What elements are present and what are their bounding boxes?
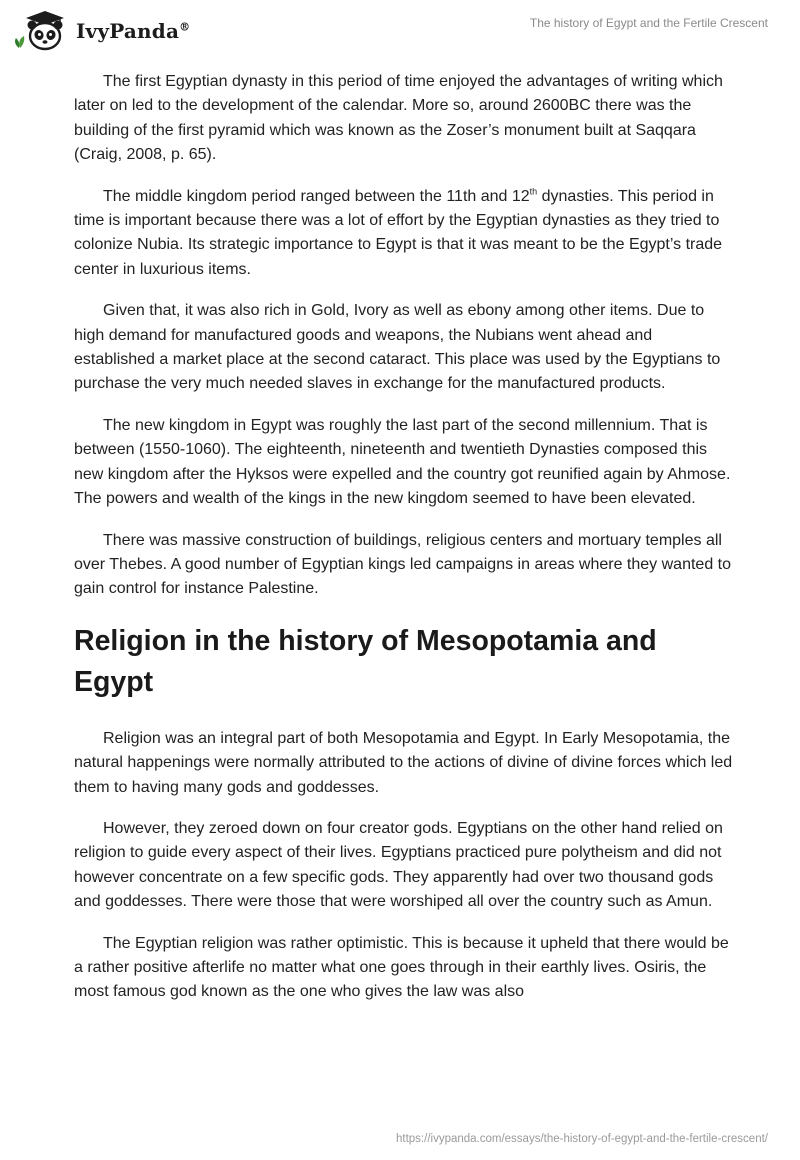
paragraph: The new kingdom in Egypt was roughly the last part of the second millennium. That is between (1550-1060). The eighteenth, nineteenth and twentieth Dynasties composed this new kingdom after the Hyksos were expelled and the country got reunified again by Ahmose. The powers and wealth of the kings in the new kingdom seemed to have been elevated. [74,416,731,508]
paragraph-middle-kingdom: The middle kingdom period ranged between the 11th and 12th dynasties. This period in time is important because there was a lot of effort by the Egyptian dynasties as they tried to colonize Nubia. Its strategic importance to Egypt is that it was meant to be the Egypt’s trade center in luxurious items. [74,186,723,278]
document-title: The history of Egypt and the Fertile Crescent [529,16,768,30]
page-header [0,0,800,60]
essay-body [74,70,734,1022]
paragraph: Religion was an integral part of both Mesopotamia and Egypt. In Early Mesopotamia, the natural happenings were normally attributed to the actions of divine of divine forces which led them to having many gods and goddesses. [74,729,733,796]
source-url[interactable]: https://ivypanda.com/essays/the-history-of-egypt-and-the-fertile-crescent/ [396,1133,768,1145]
paragraph: The Egyptian religion was rather optimistic. This is because it upheld that there would be a rather positive afterlife no matter what one goes through in their earthly lives. Osiris, the most famous god known as the one who gives the law was also [74,934,729,1001]
section-heading: Religion in the history of Mesopotamia and Egypt [74,624,657,698]
panda-logo-icon [14,8,70,54]
paragraph: However, they zeroed down on four creator gods. Egyptians on the other hand relied on religion to guide every aspect of their lives. Egyptians practiced pure polytheism and did not however concentrate on a few specific gods. They apparently had over two thousand gods and goddesses. There were those that were worshiped all over the country such as Amun. [74,819,723,911]
paragraph: There was massive construction of buildings, religious centers and mortuary temples all over Thebes. A good number of Egyptian kings led campaigns in areas where they wanted to gain control for instance Palestine. [74,531,731,598]
paragraph: Given that, it was also rich in Gold, Ivory as well as ebony among other items. Due to high demand for manufactured goods and weapons, the Nubians went ahead and established a market place at the second cataract. This place was used by the Egyptians to purchase the very much needed slaves in exchange for the manufactured products. [74,302,721,393]
paragraph: The first Egyptian dynasty in this period of time enjoyed the advantages of writing which later on led to the development of the calendar. More so, around 2600BC there was the building of the first pyramid which was known as the Zoser’s monument built at Saqqara (Craig, 2008, p. 65). [74,73,723,164]
ivypanda-logo[interactable] [14,8,190,54]
logo-wordmark: IvyPanda® [76,19,191,43]
